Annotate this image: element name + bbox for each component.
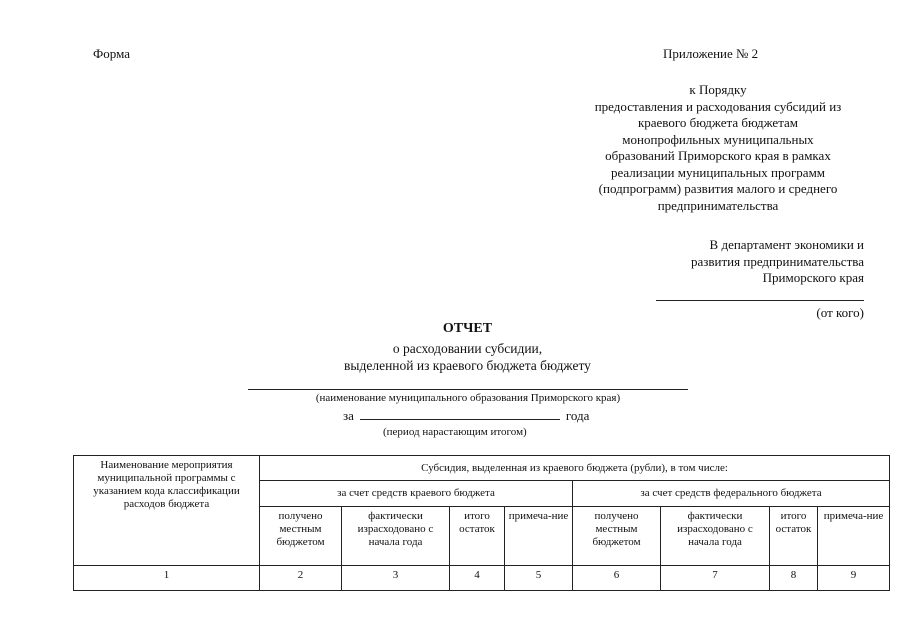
column-number: 1 [74,566,260,591]
addressee-line: Приморского края [762,270,864,285]
report-subtitle-line: о расходовании субсидии, [392,341,543,356]
header-federal-budget: за счет средств федерального бюджета [573,481,890,507]
order-line: предоставления и расходования субсидий из [594,98,842,114]
sender-blank-line [656,300,864,301]
table-header-row [74,456,890,481]
municipality-caption: (наименование муниципального образования Приморского края) [315,392,621,404]
period-suffix: года [565,408,590,423]
header-balance: итого остаток [450,507,505,566]
header-note: примеча-ние [505,507,573,566]
period-blank-line [360,407,560,420]
column-number: 7 [661,566,770,591]
header-balance: итого остаток [770,507,818,566]
order-line: краевого бюджета бюджетам [637,115,799,130]
report-table [73,455,890,591]
appendix-title: Приложение № 2 [663,46,759,61]
order-line: образований Приморского края в рамках [605,148,831,163]
form-label: Форма [93,46,130,61]
from-label: (от кого) [816,305,864,320]
order-reference [563,82,873,214]
header-spent: фактически израсходовано с начала года [661,507,770,566]
report-subtitle-line: выделенной из краевого бюджета бюджету [344,358,591,373]
header-subsidy: Субсидия, выделенная из краевого бюджета (рубли), в том числе: [260,456,890,481]
column-number: 4 [450,566,505,591]
order-line: реализации муниципальных программ [610,164,826,180]
column-number-row [74,566,890,591]
header-received: получено местным бюджетом [573,507,661,566]
column-number: 6 [573,566,661,591]
header-activity-name: Наименование мероприятия муниципальной программы с указанием кода классификации расходов бюджета [74,456,260,566]
addressee-line: В департамент экономики и [709,237,864,252]
order-line: предпринимательства [657,197,779,213]
column-number: 2 [260,566,342,591]
column-number: 8 [770,566,818,591]
municipality-blank-line [248,389,688,390]
order-line: (подпрограмм) развития малого и среднего [598,181,838,196]
order-line: к Порядку [689,82,747,97]
column-number: 3 [342,566,450,591]
addressee-line: развития предпринимательства [691,253,864,269]
period-row [343,407,589,424]
report-subtitle [300,340,635,374]
report-title: ОТЧЕТ [442,321,493,336]
header-regional-budget: за счет средств краевого бюджета [260,481,573,507]
header-note: примеча-ние [818,507,890,566]
period-prefix: за [343,408,354,423]
column-number: 5 [505,566,573,591]
period-caption: (период нарастающим итогом) [383,426,527,438]
column-number: 9 [818,566,890,591]
order-line: монопрофильных муниципальных [622,131,814,147]
addressee-block [600,237,864,287]
header-spent: фактически израсходовано с начала года [342,507,450,566]
header-received: получено местным бюджетом [260,507,342,566]
